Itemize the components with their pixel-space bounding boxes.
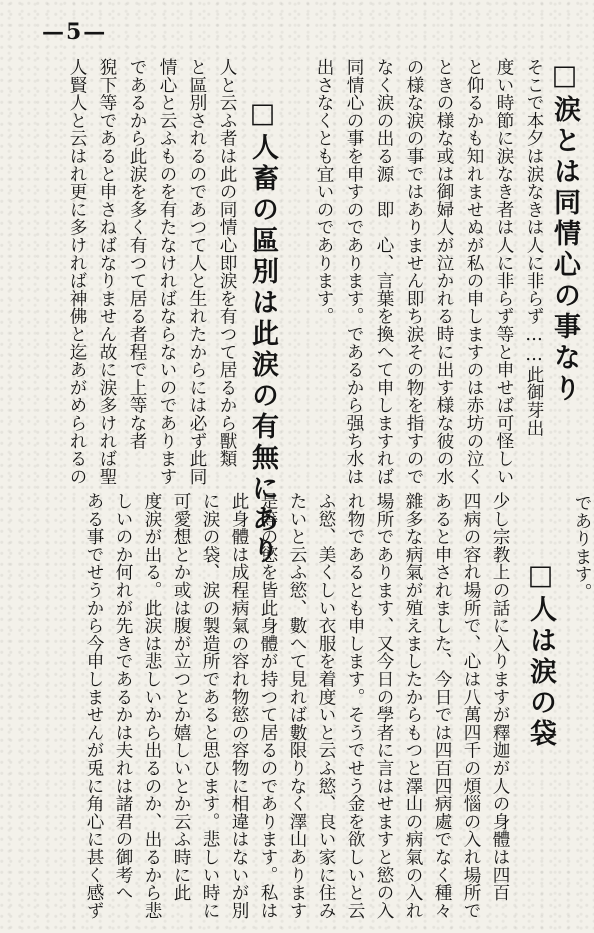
heading-human-tear-bag: □人は涙の袋: [525, 560, 556, 750]
text-line: 雜多な病氣が殖えましたからもつと澤山の病氣の入れ: [403, 492, 423, 920]
text-line: 此身體は成程病氣の容れ物慾の容物に相違はないが別: [229, 492, 249, 920]
text-line: 是等の慾を皆此身體が持つて居るのであります。私は: [258, 492, 278, 920]
text-line: たいと云ふ慾、數へて見れば數限りなく澤山あります: [287, 492, 307, 920]
text-line: れ物であるとも申します。そうでせう金を欲しいと云: [345, 492, 365, 920]
text-line: ときの様な或は御婦人が泣かれる時に出す様な彼の水: [434, 58, 454, 486]
text-line: なく涙の出る源 即 心、言葉を換へて申しますれば: [374, 58, 394, 486]
text-line: ふ慾、美くしい衣服を着度いと云ふ慾、良い家に住み: [316, 492, 336, 920]
text-line: 四病の容れ場所で、心は八萬四千の煩惱の入れ場所で: [461, 492, 481, 920]
heading-human-beast-distinction: □人畜の區別は此涙の有無にあり: [247, 98, 278, 567]
text-line: 可愛想とか或は腹が立つとか嬉しいとか云ふ時に此: [171, 492, 191, 902]
text-line: 少し宗教上の話に入りますが釋迦が人の身體は四百: [490, 492, 510, 902]
text-line: そこで本夕は涙なきは人に非らず……此御芽出: [524, 58, 544, 437]
text-line: しいのか何れが先きであるかは夫れは諸君の御考へ: [113, 492, 133, 902]
text-line: 出さなくとも宜いのであります。: [314, 58, 334, 325]
text-line: 同情心の事を申すのであります。であるから强ち水は: [344, 58, 364, 486]
text-line: の様な涙の事ではありません即ち涙その物を指すので: [404, 58, 424, 486]
page-number: —5—: [42, 19, 108, 45]
text-line: 情心と云ふものを有たなければならないのであります: [157, 58, 177, 486]
text-line: 人と云ふ者は此の同情心即涙を有つて居るから獸類: [217, 58, 237, 468]
text-line: 場所であります、又今日の學者に言はせますと慾の入: [374, 492, 394, 920]
text-line: 度い時節に涙なき者は人に非らず等と申せば可怪しい: [494, 58, 514, 486]
text-line: ある事でせうから今申しませんが兎に角心に甚く感ず: [84, 492, 104, 920]
text-line: に涙の袋、涙の製造所であると思ひます。悲しい時に: [200, 492, 220, 920]
text-line: 度涙が出る。此涙は悲しいから出るのか、出るから悲: [142, 492, 162, 920]
text-line: あると申されました、今日では四百四病處でなく種々: [432, 492, 452, 920]
text-line: であるから此涙を多く有つて居る者程で上等な者: [127, 58, 147, 450]
heading-tears-sympathy: □涙とは同情心の事なり: [549, 60, 580, 405]
text-line: と區別されるのであつて人と生れたからには必ず此同: [187, 58, 207, 486]
text-line: と仰るかも知れませぬが私の申しますのは赤坊の泣く: [464, 58, 484, 486]
text-line-tail: であります。: [572, 494, 592, 601]
text-line: 人賢人と云はれ更に多ければ神佛と迄あがめられるの: [67, 58, 87, 486]
text-line: 猊下等であると申さねばなりません故に涙多ければ聖: [97, 58, 117, 486]
